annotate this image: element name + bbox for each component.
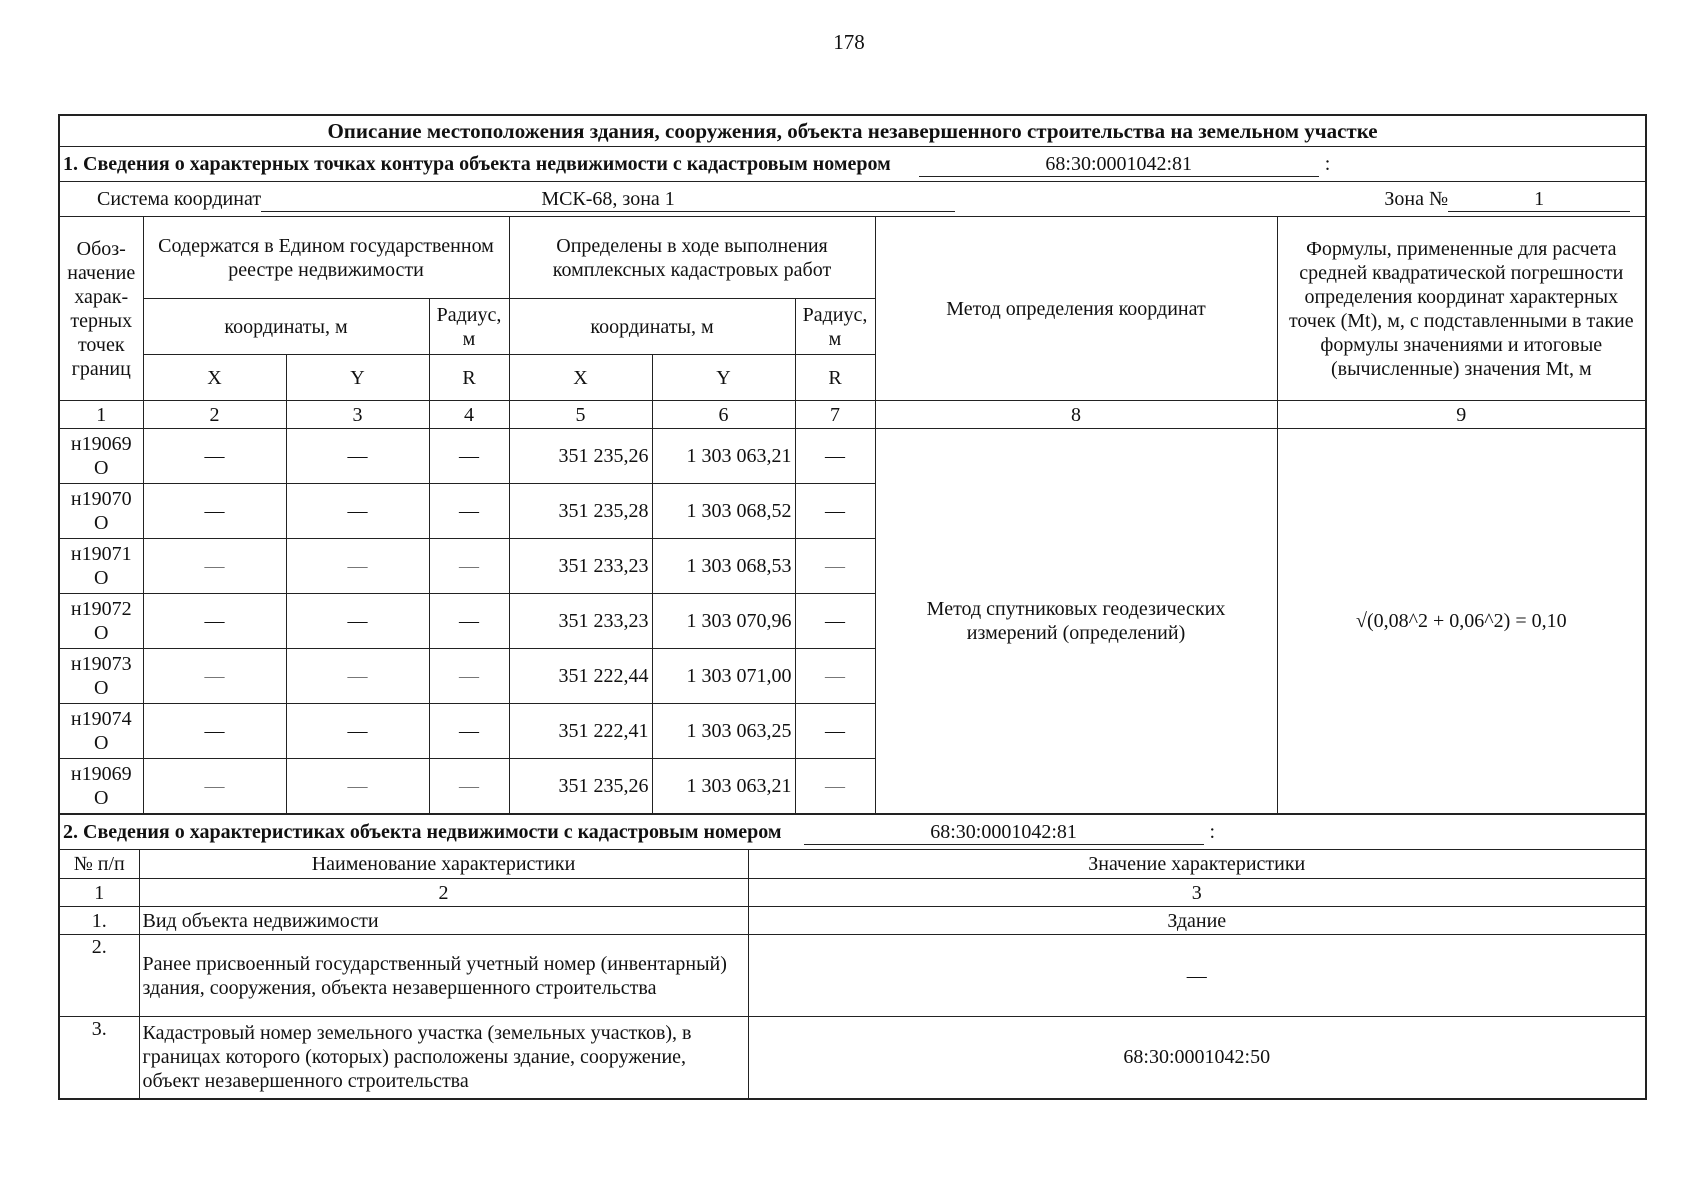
y-value: 1 303 070,96 (652, 594, 795, 649)
header-formulas: Формулы, примененные для расчета средней квадратической погрешности определения координат характерных точек (Mt), м, с подставленными в такие формулы значениями и итоговые (вычисленные) значения Mt, м (1277, 217, 1646, 401)
char-num: 3. (59, 1017, 139, 1099)
header-kkr-r: R (795, 355, 875, 401)
header-egrn-x: X (143, 355, 286, 401)
section1-heading: 1. Сведения о характерных точках контура объекта недвижимости с кадастровым номером (63, 153, 891, 175)
header-kkr-coords: координаты, м (509, 299, 795, 355)
char-num: 2. (59, 935, 139, 1017)
egrn-r-value: — (429, 704, 509, 759)
column-number: 1 (59, 879, 139, 907)
egrn-x-value: — (143, 539, 286, 594)
x-value: 351 233,23 (509, 539, 652, 594)
x-value: 351 235,26 (509, 429, 652, 484)
y-value: 1 303 063,25 (652, 704, 795, 759)
egrn-x-value: — (143, 484, 286, 539)
r-value: — (795, 594, 875, 649)
coord-system-row (59, 182, 1646, 217)
point-name: н19071 О (59, 539, 143, 594)
y-value: 1 303 063,21 (652, 759, 795, 815)
header-value: Значение характеристики (748, 850, 1646, 879)
egrn-r-value: — (429, 429, 509, 484)
column-number: 9 (1277, 401, 1646, 429)
page-number: 178 (833, 30, 865, 54)
header-kkr-radius: Радиус, м (795, 299, 875, 355)
table-row (59, 429, 1646, 484)
r-value: — (795, 539, 875, 594)
char-name: Кадастровый номер земельного участка (земельных участков), в границах которого (которых) расположены здание, сооружение, объект незавершенного строительства (139, 1017, 748, 1099)
x-value: 351 222,44 (509, 649, 652, 704)
coord-system-label: Система координат (97, 188, 262, 210)
formula-value: √(0,08^2 + 0,06^2) = 0,10 (1277, 429, 1646, 815)
y-value: 1 303 068,52 (652, 484, 795, 539)
egrn-y-value: — (286, 594, 429, 649)
column-number: 8 (875, 401, 1277, 429)
zone-label: Зона № (1384, 188, 1449, 210)
section1-table (58, 114, 1647, 815)
column-number: 7 (795, 401, 875, 429)
egrn-r-value: — (429, 594, 509, 649)
r-value: — (795, 704, 875, 759)
column-number: 3 (286, 401, 429, 429)
egrn-x-value: — (143, 649, 286, 704)
header-name: Наименование характеристики (139, 850, 748, 879)
point-name: н19074 О (59, 704, 143, 759)
egrn-y-value: — (286, 429, 429, 484)
egrn-x-value: — (143, 429, 286, 484)
column-number: 3 (748, 879, 1646, 907)
point-name: н19069 О (59, 429, 143, 484)
header-egrn: Содержатся в Едином государственном реестре недвижимости (143, 217, 509, 299)
char-value: — (748, 935, 1646, 1017)
column-number: 4 (429, 401, 509, 429)
egrn-r-value: — (429, 649, 509, 704)
y-value: 1 303 068,53 (652, 539, 795, 594)
egrn-x-value: — (143, 759, 286, 815)
header-num: № п/п (59, 850, 139, 879)
x-value: 351 235,28 (509, 484, 652, 539)
char-value: Здание (748, 907, 1646, 935)
method-value: Метод спутниковых геодезических измерений (определений) (875, 429, 1277, 815)
column-number: 6 (652, 401, 795, 429)
column-number: 2 (143, 401, 286, 429)
header-egrn-radius: Радиус, м (429, 299, 509, 355)
column-number: 5 (509, 401, 652, 429)
y-value: 1 303 071,00 (652, 649, 795, 704)
egrn-y-value: — (286, 704, 429, 759)
header-method: Метод определения координат (875, 217, 1277, 401)
header-egrn-coords: координаты, м (143, 299, 429, 355)
header-egrn-y: Y (286, 355, 429, 401)
x-value: 351 233,23 (509, 594, 652, 649)
section1-colon: : (1324, 153, 1331, 175)
document-form (58, 114, 1645, 1100)
egrn-y-value: — (286, 759, 429, 815)
section2-table (58, 815, 1647, 1100)
r-value: — (795, 649, 875, 704)
r-value: — (795, 759, 875, 815)
header-egrn-r: R (429, 355, 509, 401)
r-value: — (795, 429, 875, 484)
char-name: Вид объекта недвижимости (139, 907, 748, 935)
section2-colon: : (1209, 821, 1216, 843)
document-title: Описание местоположения здания, сооружения, объекта незавершенного строительства на земельном участке (59, 115, 1646, 147)
header-kkr-x: X (509, 355, 652, 401)
egrn-y-value: — (286, 539, 429, 594)
egrn-r-value: — (429, 484, 509, 539)
x-value: 351 235,26 (509, 759, 652, 815)
point-name: н19073 О (59, 649, 143, 704)
char-value: 68:30:0001042:50 (748, 1017, 1646, 1099)
section2-heading: 2. Сведения о характеристиках объекта недвижимости с кадастровым номером (63, 821, 782, 843)
table-row (59, 907, 1646, 935)
char-name: Ранее присвоенный государственный учетный номер (инвентарный) здания, сооружения, объекта незавершенного строительства (139, 935, 748, 1017)
zone-value: 1 (1448, 187, 1630, 212)
section2-cadastral-number: 68:30:0001042:81 (804, 820, 1204, 845)
point-name: н19072 О (59, 594, 143, 649)
header-kkr-y: Y (652, 355, 795, 401)
egrn-r-value: — (429, 759, 509, 815)
header-point-designation: Обоз-начение харак-терных точек границ (59, 217, 143, 401)
header-kkr: Определены в ходе выполнения комплексных кадастровых работ (509, 217, 875, 299)
egrn-y-value: — (286, 484, 429, 539)
section1-heading-row (59, 147, 1646, 182)
table-row (59, 1017, 1646, 1099)
section2-heading-row (59, 815, 1646, 850)
egrn-y-value: — (286, 649, 429, 704)
point-name: н19069 О (59, 759, 143, 815)
egrn-r-value: — (429, 539, 509, 594)
table-row (59, 935, 1646, 1017)
char-num: 1. (59, 907, 139, 935)
egrn-x-value: — (143, 594, 286, 649)
section1-cadastral-number: 68:30:0001042:81 (919, 152, 1319, 177)
column-number: 2 (139, 879, 748, 907)
r-value: — (795, 484, 875, 539)
y-value: 1 303 063,21 (652, 429, 795, 484)
point-name: н19070 О (59, 484, 143, 539)
coord-system-value: МСК-68, зона 1 (261, 187, 955, 212)
egrn-x-value: — (143, 704, 286, 759)
x-value: 351 222,41 (509, 704, 652, 759)
column-number: 1 (59, 401, 143, 429)
